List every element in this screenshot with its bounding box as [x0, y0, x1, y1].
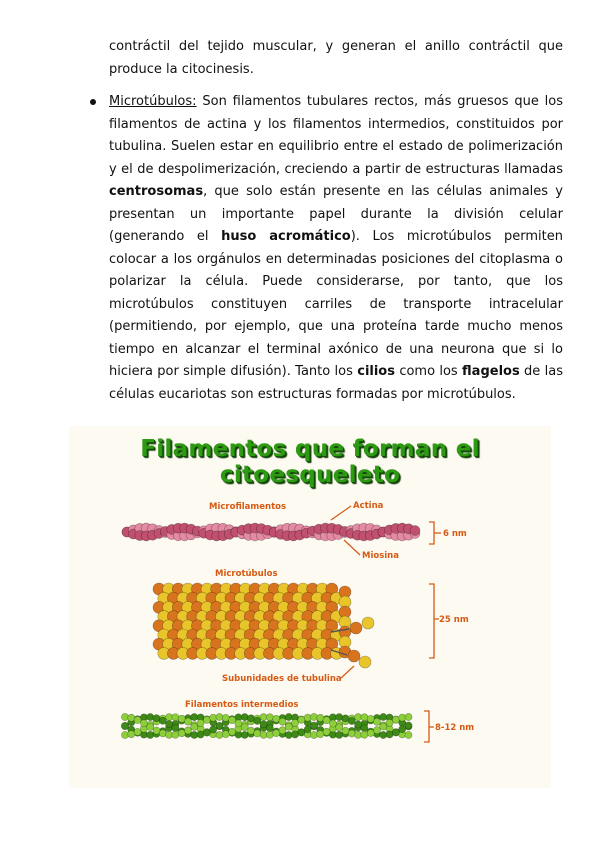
intermediate-bead	[279, 727, 286, 734]
subunidades-pointer	[341, 666, 354, 678]
intermediate-bead	[336, 731, 343, 738]
intermediate-bead	[210, 726, 217, 733]
actina-pointer	[331, 506, 351, 520]
intermediate-bead	[159, 730, 166, 737]
text-segment: ). Los microtúbulos permiten colocar a los orgánulos en determinadas posiciones del citoplasma o polarizar la célula. Puede considerarse, por tanto, que los microtúbulos constituyen carriles de transporte intracelular (permitiendo, por ejemplo, que una proteína tarde mucho menos tiempo en alcanzar el terminal axónico de una neurona que si lo hiciera por simple difusión). Tanto los	[109, 229, 563, 379]
text-segment: como los	[394, 364, 463, 379]
label-microtubulos: Microtúbulos	[215, 569, 278, 579]
intermediate-bead	[279, 718, 286, 725]
intermediate-bead	[304, 726, 311, 733]
intermediate-bead	[405, 713, 412, 720]
term-cilios: cilios	[357, 364, 395, 379]
dim-micro: 6 nm	[443, 529, 467, 539]
term-huso-acromatico: huso acromático	[221, 229, 351, 244]
dim-bracket-intermedios	[424, 711, 429, 742]
intermediate-bead	[329, 720, 336, 727]
intermediate-bead	[336, 724, 343, 731]
intermediate-bead	[373, 727, 380, 734]
intermediate-bead	[191, 723, 198, 730]
intermediate-bead	[147, 731, 154, 738]
intermediate-bead	[172, 731, 179, 738]
dim-bracket-tubulos	[429, 584, 434, 658]
intermediate-bead	[254, 730, 261, 737]
figure-title: Filamentos que forman el citoesqueleto	[140, 436, 480, 488]
label-microfilamentos: Microfilamentos	[209, 502, 287, 512]
dim-bracket-micro	[429, 522, 434, 544]
intermediate-bead	[184, 727, 191, 734]
microfilament-illustration	[122, 523, 420, 541]
bullet-icon	[90, 99, 96, 105]
intermediate-bead	[405, 731, 412, 738]
intermediate-bead	[285, 723, 292, 730]
intermediate-bead	[336, 713, 343, 720]
intermediate-bead	[235, 720, 242, 727]
intermediate-bead	[380, 723, 387, 730]
intermediate-bead	[216, 722, 223, 729]
cytoskeleton-diagram	[69, 426, 551, 788]
microtubulos-paragraph	[109, 91, 563, 406]
free-subunit	[359, 656, 371, 668]
intermediate-bead	[121, 722, 128, 729]
cytoskeleton-figure	[69, 426, 551, 788]
text-segment: Son filamentos tubulares rectos, más gruesos que los filamentos de actina y los filamentos intermedios, constituidos por tubulina. Suelen estar en equilibrio entre el estado de polimerización y el de despolimerización, creciendo a partir de estructuras llamadas	[109, 94, 563, 177]
intermediate-bead	[355, 721, 362, 728]
microtubule-illustration	[153, 583, 374, 668]
miosina-pointer	[344, 540, 360, 555]
intermediate-bead	[184, 718, 191, 725]
intermediate-bead	[140, 720, 147, 727]
dim-tubulos: 25 nm	[439, 615, 469, 625]
intermediate-bead	[241, 713, 248, 720]
intermediate-bead	[260, 721, 267, 728]
free-subunit	[348, 650, 360, 662]
dim-intermedios: 8-12 nm	[435, 723, 475, 733]
term-flagelos: flagelos	[462, 364, 520, 379]
intermediate-bead	[310, 722, 317, 729]
intermediate-bead	[399, 726, 406, 733]
term-centrosomas: centrosomas	[109, 184, 204, 199]
intermediate-bead	[348, 730, 355, 737]
text-segment: , que solo están presente en las células animales y presentan un importante papel durante la división celular (generando el	[109, 184, 563, 244]
intermediate-bead	[373, 718, 380, 725]
intermediate-filament-illustration	[121, 713, 412, 738]
actin-bead	[410, 526, 420, 536]
label-intermedios: Filamentos intermedios	[185, 700, 299, 710]
free-subunit	[362, 617, 374, 629]
label-subunidades: Subunidades de tubulina	[222, 674, 342, 684]
free-subunit	[350, 622, 362, 634]
intro-paragraph: contráctil del tejido muscular, y generan el anillo contráctil que produce la citocinesis.	[109, 39, 563, 77]
intermediate-bead	[241, 724, 248, 731]
intermediate-bead	[241, 731, 248, 738]
intermediate-bead	[405, 722, 412, 729]
intermediate-bead	[348, 717, 355, 724]
term-microtubulos: Microtúbulos:	[109, 94, 197, 109]
text-segment: de las células eucariotas son estructuras formadas por microtúbulos.	[109, 364, 563, 402]
intermediate-bead	[166, 721, 173, 728]
intermediate-bead	[147, 723, 154, 730]
label-miosina: Miosina	[362, 551, 399, 561]
intermediate-bead	[172, 714, 179, 721]
intermediate-bead	[147, 713, 154, 720]
label-actina: Actina	[353, 501, 384, 511]
